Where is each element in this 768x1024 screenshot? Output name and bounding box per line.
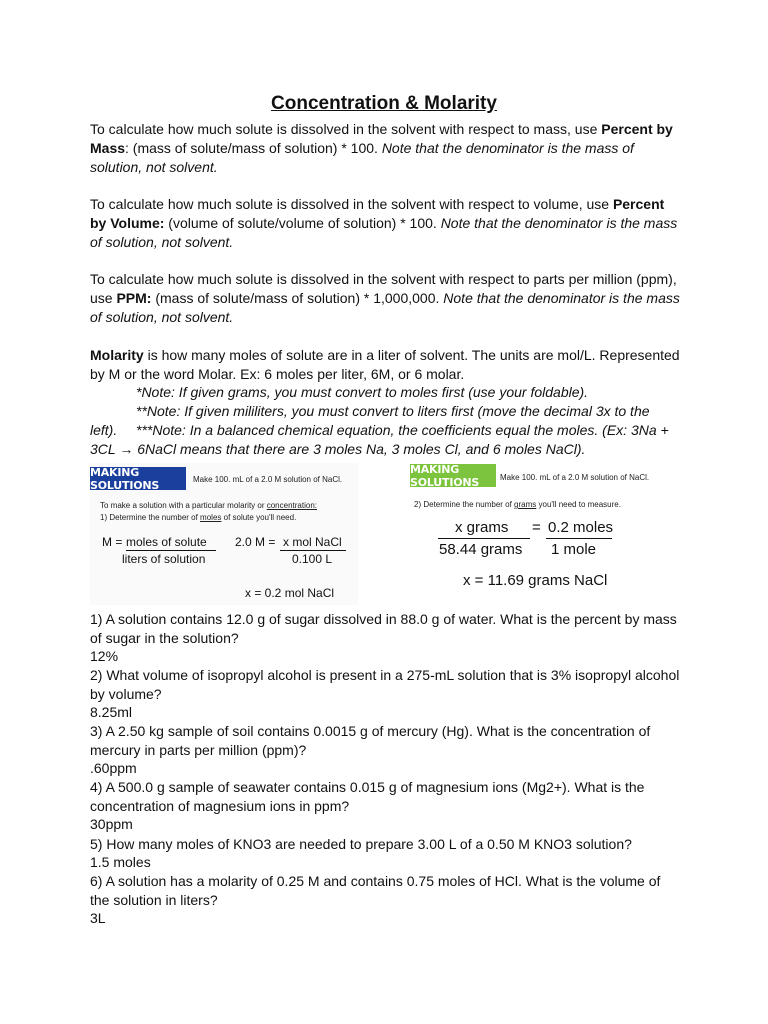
p1-text2: : (mass of solute/mass of solution) * 100. [125, 139, 382, 156]
answer-5: 1.5 moles [90, 854, 151, 870]
p3-bold: PPM: [116, 289, 152, 306]
note-3-text-b: 3CL → 6NaCl means that there are 3 moles Na, 3 moles Cl, and 6 moles NaCl). [90, 441, 586, 457]
answer-1: 12% [90, 648, 119, 664]
percent-by-volume-paragraph [90, 195, 680, 251]
note-1 [90, 383, 680, 402]
molarity-paragraph [90, 346, 680, 384]
p3-italic: Note that the denominator is the mass of solution, not solvent. [90, 289, 680, 325]
conversion-equals: = [532, 519, 541, 536]
answer-3: .60ppm [90, 760, 137, 776]
note-2-text: **Note: If given mililiters, you must convert to liters first (move the decimal 3x to the left). [90, 403, 650, 438]
molarity-formula-lhs: M = [102, 535, 123, 549]
p2-text2: (volume of solute/volume of solution) * 100. [164, 214, 441, 231]
left-line-2: 1) Determine the number of moles of solute you'll need. [100, 513, 297, 522]
question-2: 2) What volume of isopropyl alcohol is present in a 275-mL solution that is 3% isopropyl alcohol by volume? [90, 667, 680, 702]
answer-4: 30ppm [90, 816, 133, 832]
example-denominator: 0.100 L [292, 552, 333, 566]
answer-2: 8.25ml [90, 704, 133, 720]
answer-6: 3L [90, 910, 106, 926]
p2-bold: Percent by Volume: [90, 196, 665, 231]
example-lhs: 2.0 M = [235, 535, 276, 549]
p3-text1: To calculate how much solute is dissolved in the solvent with respect to parts per million (ppm), use [90, 271, 677, 306]
p2-text1: To calculate how much solute is dissolved in the solvent with respect to volume, use [90, 196, 613, 212]
p4-bold: Molarity [90, 347, 144, 363]
making-solutions-badge: MAKING SOLUTIONS [90, 467, 186, 490]
conversion-numerator-2: 0.2 moles [548, 519, 614, 536]
p2-italic: Note that the denominator is the mass of solution, not solvent. [90, 214, 678, 250]
page-title: Concentration & Molarity [271, 93, 497, 114]
p3-text2: (mass of solute/mass of solution) * 1,000,000. [151, 289, 444, 306]
p1-text1: To calculate how much solute is dissolved in the solvent with respect to mass, use [90, 121, 602, 137]
left-line-1: To make a solution with a particular molarity or concentration: [100, 501, 317, 510]
note-3-continued [90, 440, 680, 459]
note-3 [90, 421, 680, 440]
conversion-denominator-2: 1 mole [551, 541, 597, 558]
molarity-formula-denominator: liters of solution [122, 552, 206, 566]
making-solutions-badge-green: MAKING SOLUTIONS [410, 464, 496, 487]
example-numerator: x mol NaCl [283, 535, 342, 549]
percent-by-mass-paragraph [90, 120, 680, 176]
question-5: 5) How many moles of KNO3 are needed to prepare 3.00 L of a 0.50 M KNO3 solution? [90, 836, 632, 852]
conversion-fraction-bar-2 [546, 538, 612, 539]
left-prompt: Make 100. mL of a 2.0 M solution of NaCl. [193, 475, 343, 484]
ppm-paragraph [90, 270, 680, 326]
left-result: x = 0.2 mol NaCl [245, 586, 335, 600]
note-1-text: *Note: If given grams, you must convert to moles first (use your foldable). [136, 384, 589, 400]
question-6: 6) A solution has a molarity of 0.25 M and contains 0.75 moles of HCl. What is the volume of the solution in liters? [90, 873, 661, 908]
making-solutions-grams-image [405, 460, 655, 595]
conversion-denominator-1: 58.44 grams [439, 541, 523, 558]
right-result: x = 11.69 grams NaCl [463, 572, 608, 589]
right-step: 2) Determine the number of grams you'll need to measure. [414, 500, 621, 509]
question-3: 3) A 2.50 kg sample of soil contains 0.0015 g of mercury (Hg). What is the concentration of mercury in parts per million (ppm)? [90, 723, 651, 758]
question-1: 1) A solution contains 12.0 g of sugar dissolved in 88.0 g of water. What is the percent by mass of sugar in the solution? [90, 611, 677, 646]
p1-bold: Percent by Mass [90, 121, 673, 156]
conversion-numerator-1: x grams [455, 519, 509, 536]
molarity-fraction-bar [126, 550, 216, 551]
conversion-fraction-bar-1 [438, 538, 530, 539]
molarity-formula-numerator: moles of solute [126, 535, 207, 549]
making-solutions-molarity-image [90, 463, 358, 605]
p1-italic: Note that the denominator is the mass of solution, not solvent. [90, 139, 634, 175]
right-prompt: Make 100. mL of a 2.0 M solution of NaCl. [500, 473, 650, 482]
question-4: 4) A 500.0 g sample of seawater contains 0.015 g of magnesium ions (Mg2+). What is the concentration of magnesium ions in ppm? [90, 779, 645, 814]
p4-text: is how many moles of solute are in a liter of solvent. The units are mol/L. Represented by M or the word Molar. Ex: 6 moles per liter, 6M, or 6 molar. [90, 347, 680, 382]
example-fraction-bar [280, 550, 346, 551]
note-3-text-a: ***Note: In a balanced chemical equation, the coefficients equal the moles. (Ex: 3Na + [136, 422, 669, 438]
